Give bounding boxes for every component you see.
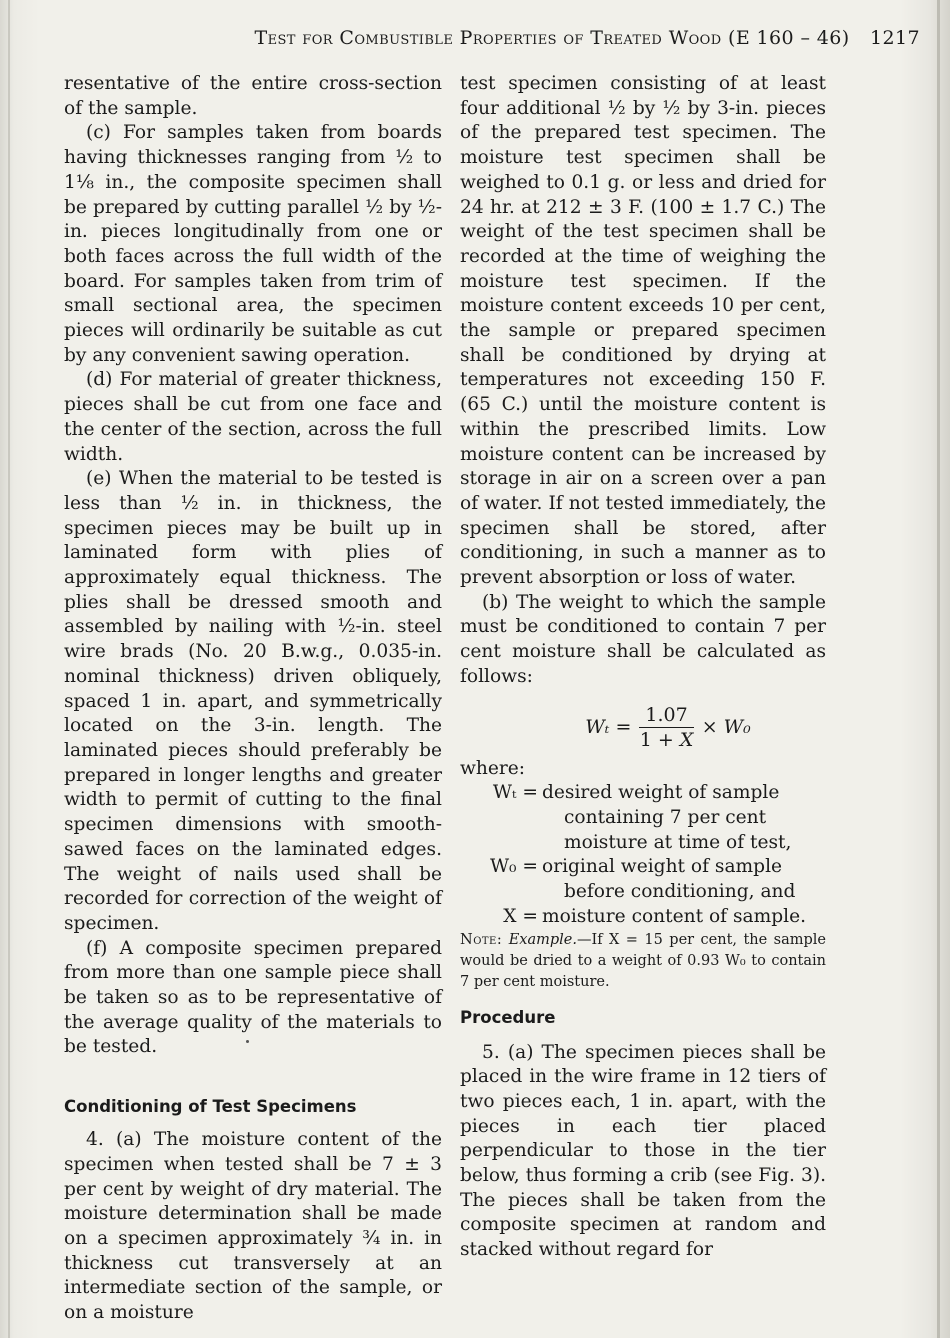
weight-formula — [510, 704, 826, 751]
left-column — [64, 72, 442, 1326]
definition-item — [460, 905, 826, 930]
note-text: —If X = 15 per cent, the sample would be dried to a weight of 0.93 W₀ to contain 7 per cent moisture. — [460, 931, 826, 990]
right-column — [460, 72, 826, 1263]
formula-numerator: 1.07 — [639, 704, 693, 728]
section-heading-procedure: Procedure — [460, 1007, 556, 1027]
print-speck — [246, 1040, 249, 1043]
example-note — [460, 930, 826, 993]
variable-definitions — [460, 781, 826, 929]
page-edge-right — [937, 0, 940, 1338]
definition-symbol: X = — [503, 905, 538, 927]
where-label: where: — [460, 757, 526, 779]
definition-text: desired weight of sample containing 7 per cent moisture at time of test, — [542, 782, 792, 853]
paragraph-b: (b) The weight to which the sample must be conditioned to contain 7 per cent moisture shall be calculated as follows: — [460, 591, 826, 687]
definition-text: original weight of sample before conditioning, and — [542, 856, 796, 903]
paragraph-moisture-test: test specimen consisting of at least four additional ½ by ½ by 3-in. pieces of the prepared test specimen. The moisture test specimen shall be weighed to 0.1 g. or less and dried for 24 hr. at 212 ± 3 F. (100 ± 1.7 C.) The weight of the test specimen shall be recorded at the time of weighing the moisture test specimen. If the moisture content exceeds 10 per cent, the sample or prepared specimen shall be conditioned by drying at temperatures not exceeding 150 F. (65 C.) until the moisture content is within the prescribed limits. Low moisture content can be increased by storage in air on a screen over a pan of water. If not tested immediately, the specimen shall be stored, after conditioning, in such a manner as to prevent absorption or loss of water. — [460, 73, 826, 589]
paragraph-f: (f) A composite specimen prepared from more than one sample piece shall be taken so as to be representative of the average quality of the materials to be tested. — [64, 937, 442, 1058]
note-example-label: Example. — [508, 931, 577, 948]
section-heading-conditioning: Conditioning of Test Specimens — [64, 1097, 357, 1117]
definition-item — [460, 781, 826, 855]
formula-denominator-variable: X — [679, 728, 694, 751]
formula-rhs: × W₀ — [701, 715, 751, 738]
paragraph-e: (e) When the material to be tested is less than ½ in. in thickness, the specimen pieces may be built up in laminated form with plies of approximately equal thickness. The plies shall be dressed smooth and assembled by nailing with ½-in. steel wire brads (No. 20 B.w.g., 0.035-in. nominal thickness) driven obliquely, spaced 1 in. apart, and symmetrically located on the 3-in. length. The laminated pieces should preferably be prepared in longer lengths and greater width to permit of cutting to the final specimen dimensions with smooth-sawed faces on the laminated edges. The weight of nails used shall be recorded for correction of the weight of specimen. — [64, 468, 442, 934]
paragraph-c: (c) For samples taken from boards having thicknesses ranging from ½ to 1⅛ in., the composite specimen shall be prepared by cutting parallel ½ by ½-in. pieces longitudinally from one or both faces across the full width of the board. For samples taken from trim of small sectional area, the specimen pieces will ordinarily be suitable as cut by any convenient sawing operation. — [64, 122, 442, 366]
paragraph-continued: resentative of the entire cross-section of the sample. — [64, 73, 442, 119]
formula-lhs: Wₜ = — [585, 715, 632, 738]
definition-symbol: W₀ = — [489, 856, 538, 878]
paragraph-5a: 5. (a) The specimen pieces shall be placed in the wire frame in 12 tiers of two pieces each, 1 in. apart, with the pieces in each tier placed perpendicular to those in the tier below, thus forming a crib (see Fig. 3). The pieces shall be taken from the composite specimen at random and stacked without regard for — [460, 1041, 826, 1261]
page-edge-left — [8, 0, 10, 1338]
paragraph-4a: 4. (a) The moisture content of the specimen when tested shall be 7 ± 3 per cent by weight of dry material. The moisture determination shall be made on a specimen approximately ¾ in. in thickness cut transversely at an intermediate section of the sample, or on a moisture — [64, 1129, 442, 1324]
page-number: 1217 — [870, 27, 920, 49]
paragraph-d: (d) For material of greater thickness, pieces shall be cut from one face and the center of the section, across the full width. — [64, 369, 442, 465]
header-designation: (E 160 – 46) — [728, 27, 850, 49]
running-header — [0, 27, 920, 49]
header-title: Test for Combustible Properties of Treated Wood — [254, 27, 722, 49]
definition-item — [460, 855, 826, 904]
definition-symbol: Wₜ = — [492, 782, 538, 804]
formula-fraction — [639, 704, 693, 751]
note-label: Note: — [460, 931, 503, 948]
definition-text: moisture content of sample. — [542, 905, 806, 927]
formula-denominator-constant: 1 + — [639, 728, 680, 751]
formula-denominator — [640, 728, 694, 751]
